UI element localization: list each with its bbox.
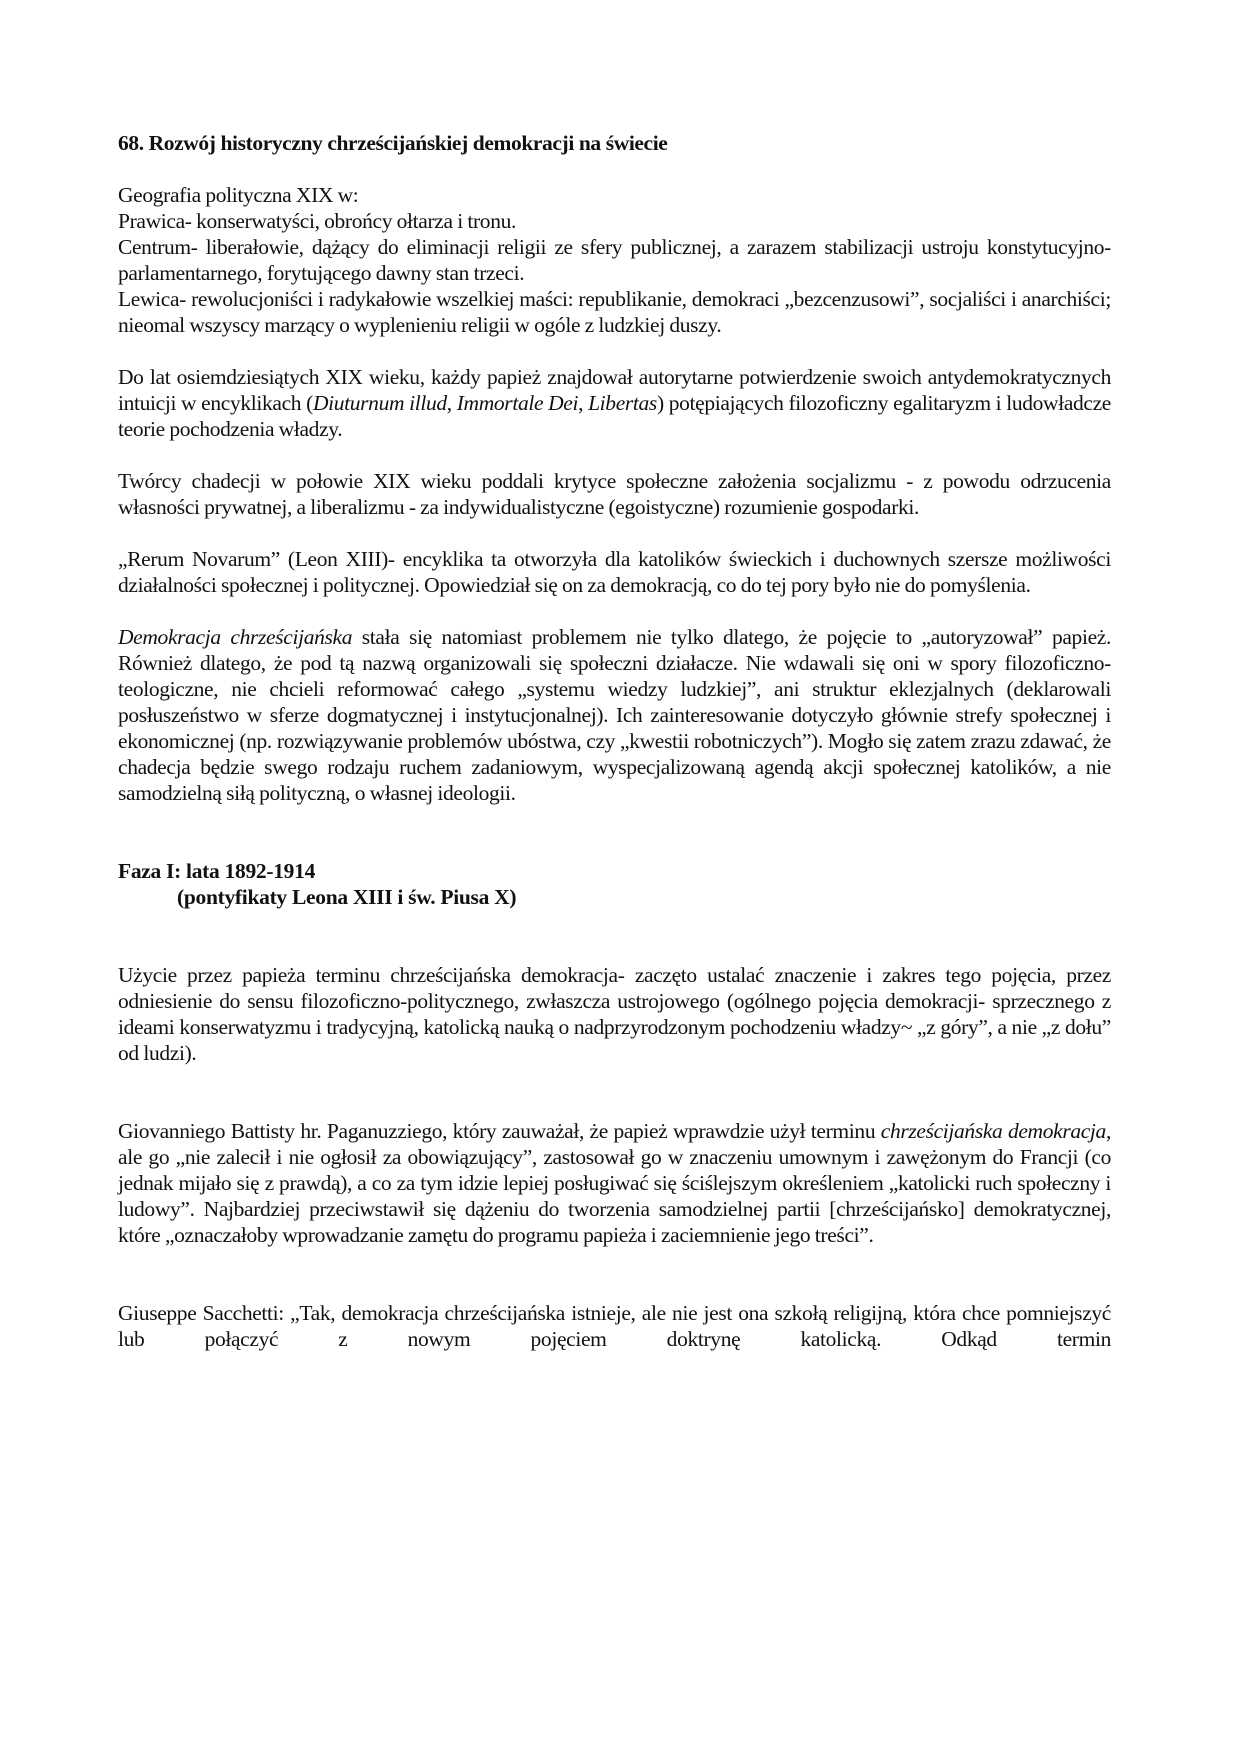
phase-title: Faza I: lata 1892-1914 (118, 859, 316, 883)
italic-term: chrześcijańska demokracja (880, 1119, 1106, 1143)
intro-line-center: Centrum- liberałowie, dążący do eliminacji religii ze sfery publicznej, a zarazem stabilizacji ustroju konstytucyjno-parlamentarnego, forytującego dawny stan trzeci. (118, 235, 1111, 285)
intro-line-right: Prawica- konserwatyści, obrońcy ołtarza i tronu. (118, 209, 517, 233)
encyclicals-text-after: ) potępiających filozoficzny egalitaryzm i ludowładcze teorie pochodzenia władzy. (118, 391, 1111, 441)
paragraph-christian-democracy (118, 624, 1111, 806)
intro-section (118, 182, 1111, 338)
spacer (118, 910, 1111, 962)
separator: , (578, 391, 589, 415)
paragraph-sacchetti: Giuseppe Sacchetti: „Tak, demokracja chrześcijańska istnieje, ale nie jest ona szkołą religijną, która chce pomniejszyć lub połączyć z nowym pojęciem doktrynę katolicką. Odkąd termin (118, 1301, 1111, 1351)
italic-term: Demokracja chrześcijańska (118, 625, 353, 649)
intro-heading: Geografia polityczna XIX w: (118, 183, 359, 207)
intro-line-left: Lewica- rewolucjoniści i radykałowie wszelkiej maści: republikanie, demokraci „bezcenzusowi”, socjaliści i anarchiści; nieomal wszyscy marzący o wyplenieniu religii w ogóle z ludzkiej duszy. (118, 287, 1111, 337)
paragraph-text: , ale go „nie zalecił i nie ogłosił za obowiązujący”, zastosował go w znaczeniu umownym i zawężonym do Francji (co jednak mijało się z prawdą), a co za tym idzie lepiej posługiwać się ściślejszym określeniem „katolicki ruch społeczny i ludowy”. Najbardziej przeciwstawił się dążeniu do tworzenia samodzielnej partii [chrześcijańsko] demokratycznej, które „oznaczałoby wprowadzanie zamętu do programu papieża i zaciemnienie jego treści”. (118, 1119, 1111, 1247)
spacer (118, 1066, 1111, 1118)
spacer (118, 806, 1111, 858)
spacer (118, 1248, 1111, 1300)
spacer (118, 156, 1111, 182)
encyclical-title: Libertas (588, 391, 657, 415)
paragraph-founders: Twórcy chadecji w połowie XIX wieku poddali krytyce społeczne założenia socjalizmu - z powodu odrzucenia własności prywatnej, a liberalizmu - za indywidualistyczne (egoistyczne) rozumienie gospodarki. (118, 469, 1111, 519)
encyclical-title: Immortale Dei (456, 391, 579, 415)
spacer (118, 442, 1111, 468)
spacer (118, 598, 1111, 624)
separator: , (446, 391, 457, 415)
spacer (118, 338, 1111, 364)
paragraph-usage: Użycie przez papieża terminu chrześcijańska demokracja- zaczęto ustalać znaczenie i zakres tego pojęcia, przez odniesienie do sensu filozoficzno-politycznego, zwłaszcza ustrojowego (ogólnego pojęcia demokracji- sprzecznego z ideami konserwatyzmu i tradycyjną, katolicką nauką o nadprzyrodzonym pochodzeniu władzy~ „z góry”, a nie „z dołu” od ludzi). (118, 963, 1111, 1065)
document-page (118, 130, 1111, 1352)
encyclicals-text-before: Do lat osiemdziesiątych XIX wieku, każdy papież znajdował autorytarne potwierdzenie swoich antydemokratycznych intuicji w encyklikach ( (118, 365, 1111, 415)
paragraph-paganuzzi (118, 1118, 1111, 1248)
phase-heading (118, 858, 1111, 910)
paragraph-text: Giovanniego Battisty hr. Paganuzziego, który zauważał, że papież wprawdzie użył terminu (118, 1119, 881, 1143)
encyclical-title: Diuturnum illud (312, 391, 447, 415)
spacer (118, 520, 1111, 546)
phase-subtitle: (pontyfikaty Leona XIII i św. Piusa X) (177, 885, 517, 909)
paragraph-text: stała się natomiast problemem nie tylko dlatego, że pojęcie to „autoryzował” papież. Również dlatego, że pod tą nazwą organizowali się społeczni działacze. Nie wdawali się oni w spory filozoficzno- teologiczne, nie chcieli reformować całego „systemu wiedzy ludzkiej”, ani struktur eklezjalnych (deklarowali posłuszeństwo w sferze dogmatycznej i instytucjonalnej). Ich zainteresowanie dotyczyło głównie strefy społecznej i ekonomicznej (np. rozwiązywanie problemów ubóstwa, czy „kwestii robotniczych”). Mogło się zatem zrazu zdawać, że chadecja będzie swego rodzaju ruchem zadaniowym, wyspecjalizowaną agendą akcji społecznej katolików, a nie samodzielną siłą polityczną, o własnej ideologii. (118, 625, 1111, 805)
paragraph-encyclicals (118, 364, 1111, 442)
paragraph-rerum-novarum: „Rerum Novarum” (Leon XIII)- encyklika ta otworzyła dla katolików świeckich i duchownych szersze możliwości działalności społecznej i politycznej. Opowiedział się on za demokracją, co do tej pory było nie do pomyślenia. (118, 547, 1111, 597)
document-title: 68. Rozwój historyczny chrześcijańskiej demokracji na świecie (118, 131, 668, 155)
